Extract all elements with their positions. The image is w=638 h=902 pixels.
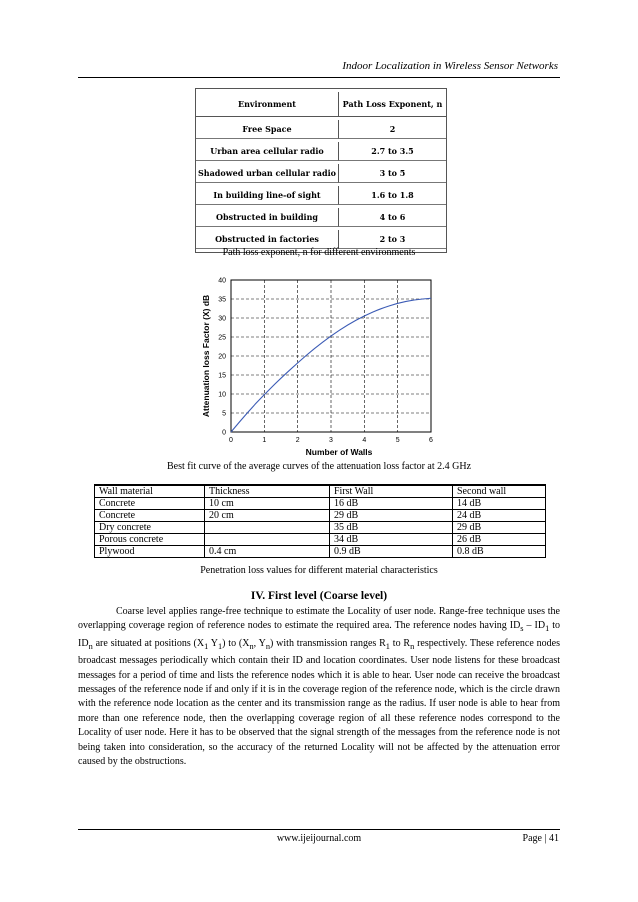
section-heading: IV. First level (Coarse level) bbox=[250, 590, 388, 602]
table-cell: 29 dB bbox=[453, 522, 546, 534]
x-tick-label: 2 bbox=[295, 437, 300, 444]
x-tick-label: 4 bbox=[362, 437, 367, 444]
table-cell: 0.9 dB bbox=[330, 546, 453, 558]
y-tick-label: 35 bbox=[218, 296, 226, 304]
table-cell: Concrete bbox=[95, 498, 205, 510]
table-row bbox=[196, 164, 446, 183]
y-tick-label: 10 bbox=[218, 391, 226, 399]
y-tick-label: 15 bbox=[218, 372, 226, 380]
table-cell: 0.8 dB bbox=[453, 546, 546, 558]
table-cell: 24 dB bbox=[453, 510, 546, 522]
y-tick-label: 0 bbox=[222, 429, 226, 437]
paragraph-text: Coarse level applies range-free technique to estimate the Locality of user node. Range-free technique uses the overlapping coverage region of reference nodes to estimate the required area. The reference nodes having $ID_s - ID_1$ to $ID_n$ are situated at positions ($X_1$ $Y_1$) to ($X_n$, $Y_n$) with transmission ranges $R_1$ to $R_n$ respectively. These reference nodes broadcast messages periodically which contain their ID and location coordinates. User node listens for these broadcast messages for a period of time and lists the reference nodes which it is able to hear. User node can receive the broadcast messages of the reference node if and only if it is in the coverage region of the reference node, which is the circle drawn with the reference node location as the center and its transmission range as the radius. If user node is able to hear from more than one reference node, then the overlapping coverage region of all these reference nodes correspond to the Locality of user node. Here it has to be observed that the signal strength of the messages from the reference node is not being taken into consideration, so the accuracy of the returned Locality will not be affected by the attenuation error caused by the obstructions. bbox=[78, 606, 560, 768]
table-cell: 3 to 5 bbox=[339, 164, 446, 183]
column-header: Thickness bbox=[205, 485, 330, 498]
table-row bbox=[95, 510, 546, 522]
column-header: Wall material bbox=[95, 485, 205, 498]
path-loss-table bbox=[195, 88, 447, 253]
table-cell bbox=[205, 534, 330, 546]
column-header: Environment bbox=[196, 92, 339, 117]
table-cell: Plywood bbox=[95, 546, 205, 558]
table-cell: 2 bbox=[339, 120, 446, 139]
table-cell: Obstructed in factories bbox=[196, 230, 339, 249]
footer-rule bbox=[78, 829, 560, 830]
table-row bbox=[196, 186, 446, 205]
table-row bbox=[196, 208, 446, 227]
table-row bbox=[95, 546, 546, 558]
table-cell: 2 to 3 bbox=[339, 230, 446, 249]
table-cell: 0.4 cm bbox=[205, 546, 330, 558]
table-cell: 34 dB bbox=[330, 534, 453, 546]
y-tick-label: 25 bbox=[218, 334, 226, 342]
attenuation-chart bbox=[195, 270, 445, 460]
running-title: Indoor Localization in Wireless Sensor Networks bbox=[342, 60, 558, 72]
table-header-row bbox=[196, 92, 446, 117]
page-number: Page | 41 bbox=[522, 833, 559, 844]
table-caption: Penetration loss values for different material characteristics bbox=[200, 565, 438, 576]
footer-url: www.ijeijournal.com bbox=[276, 833, 362, 844]
y-tick-label: 30 bbox=[218, 315, 226, 323]
table-cell: Concrete bbox=[95, 510, 205, 522]
table-row bbox=[95, 522, 546, 534]
x-axis-label: Number of Walls bbox=[305, 447, 373, 457]
x-tick-label: 3 bbox=[329, 437, 333, 444]
table-cell: 20 cm bbox=[205, 510, 330, 522]
x-tick-label: 0 bbox=[229, 437, 233, 444]
table-row bbox=[196, 120, 446, 139]
table-cell: 4 to 6 bbox=[339, 208, 446, 227]
table-row bbox=[95, 498, 546, 510]
y-tick-label: 20 bbox=[218, 353, 226, 361]
table-cell: 26 dB bbox=[453, 534, 546, 546]
table-cell: Free Space bbox=[196, 120, 339, 139]
table-row bbox=[196, 142, 446, 161]
header-rule bbox=[78, 77, 560, 78]
y-tick-label: 5 bbox=[222, 410, 226, 418]
table-header-row bbox=[95, 485, 546, 498]
table-cell: 1.6 to 1.8 bbox=[339, 186, 446, 205]
table-cell: Obstructed in building bbox=[196, 208, 339, 227]
table-cell: 35 dB bbox=[330, 522, 453, 534]
y-tick-label: 40 bbox=[218, 277, 226, 285]
table-cell: Urban area cellular radio bbox=[196, 142, 339, 161]
table-cell: In building line-of sight bbox=[196, 186, 339, 205]
penetration-loss-table bbox=[94, 484, 546, 558]
table-cell: 2.7 to 3.5 bbox=[339, 142, 446, 161]
table-cell: Porous concrete bbox=[95, 534, 205, 546]
table-caption: Path loss exponent, n for different environments bbox=[222, 247, 416, 258]
table-cell: 16 dB bbox=[330, 498, 453, 510]
y-axis-label: Attenuation loss Factor (X) dB bbox=[201, 294, 211, 418]
table-row bbox=[95, 534, 546, 546]
column-header: Second wall bbox=[453, 485, 546, 498]
table-cell: Shadowed urban cellular radio bbox=[196, 164, 339, 183]
column-header: Path Loss Exponent, n bbox=[339, 92, 446, 117]
table-cell: 14 dB bbox=[453, 498, 546, 510]
body-paragraph bbox=[78, 605, 560, 769]
table-cell bbox=[205, 522, 330, 534]
x-tick-label: 1 bbox=[262, 437, 267, 444]
x-tick-label: 5 bbox=[395, 437, 400, 444]
table-cell: 29 dB bbox=[330, 510, 453, 522]
table-cell: 10 cm bbox=[205, 498, 330, 510]
figure-caption: Best fit curve of the average curves of the attenuation loss factor at 2.4 GHz bbox=[166, 461, 472, 472]
column-header: First Wall bbox=[330, 485, 453, 498]
x-tick-label: 6 bbox=[429, 437, 433, 444]
table-cell: Dry concrete bbox=[95, 522, 205, 534]
